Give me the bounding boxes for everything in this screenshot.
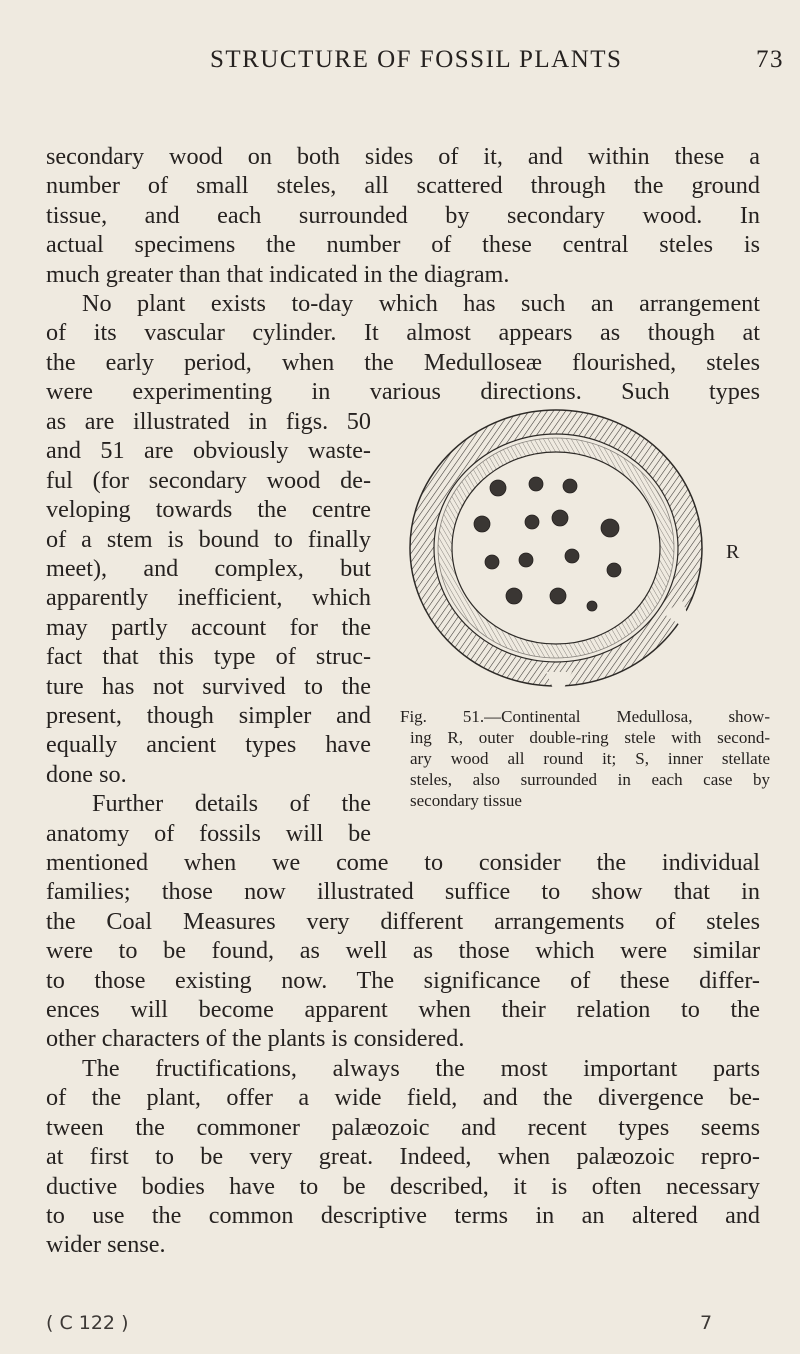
running-title: STRUCTURE OF FOSSIL PLANTS <box>210 46 623 73</box>
text-line: secondary wood on both sides of it, and within these a <box>46 143 760 170</box>
paragraph-2 <box>46 289 760 407</box>
figure-51 <box>396 400 750 700</box>
text-line: mentioned when we come to consider the individual <box>46 849 760 876</box>
text-line: fact that this type of struc- <box>46 643 371 671</box>
paragraph-4 <box>46 1054 760 1260</box>
text-line: ture has not survived to the <box>46 672 371 700</box>
caption-line: steles, also surrounded in each case by <box>410 770 770 789</box>
paragraph-3 <box>46 848 760 1054</box>
running-header <box>210 46 784 74</box>
text-line: and 51 are obviously waste- <box>46 437 371 465</box>
caption-line: secondary tissue <box>410 791 522 810</box>
text-line: ences will become apparent when their relation to the <box>46 996 760 1024</box>
text-line: actual specimens the number of these central steles is <box>46 231 760 259</box>
text-line: ductive bodies have to be described, it is often necessary <box>46 1172 760 1200</box>
caption-line: Fig. 51.—Continental Medullosa, show- <box>400 707 770 726</box>
text-line: families; those now illustrated suffice to show that in <box>46 878 760 906</box>
text-line: The fructifications, always the most important parts <box>82 1055 760 1082</box>
text-line: the Coal Measures very different arrangements of steles <box>46 907 760 935</box>
signature-code: ( C 122 ) <box>46 1312 129 1334</box>
page-number: 73 <box>756 46 784 73</box>
text-line: tween the commoner palæozoic and recent types seems <box>46 1113 760 1141</box>
outer-ring-stele <box>410 410 702 700</box>
paragraph-2-column <box>46 407 371 848</box>
caption-line: ary wood all round it; S, inner stellate <box>410 749 770 768</box>
text-line: were experimenting in various directions. Such types <box>46 378 760 406</box>
text-line: at first to be very great. Indeed, when palæozoic repro- <box>46 1143 760 1171</box>
text-line: anatomy of fossils will be <box>46 819 371 847</box>
text-line: of its vascular cylinder. It almost appears as though at <box>46 319 760 347</box>
text-line: were to be found, as well as those which were similar <box>46 937 760 965</box>
text-line: the early period, when the Medulloseæ flourished, steles <box>46 348 760 376</box>
text-line: other characters of the plants is considered. <box>46 1025 465 1053</box>
paragraph-1 <box>46 142 760 289</box>
text-line: as are illustrated in figs. 50 <box>46 408 371 435</box>
text-line: Further details of the <box>92 790 371 818</box>
medullosa-stem-diagram <box>396 400 750 700</box>
text-line: tissue, and each surrounded by secondary wood. In <box>46 201 760 229</box>
caption-line: ing R, outer double-ring stele with second- <box>410 728 770 747</box>
text-line: equally ancient types have <box>46 731 371 759</box>
label-r: R <box>726 541 740 563</box>
figure-caption <box>390 706 770 811</box>
text-line: number of small steles, all scattered through the ground <box>46 172 760 200</box>
text-line: ful (for secondary wood de- <box>46 466 371 494</box>
text-line: veloping towards the centre <box>46 496 371 524</box>
text-line: of the plant, offer a wide field, and the divergence be- <box>46 1084 760 1112</box>
text-line: wider sense. <box>46 1231 166 1259</box>
text-line: meet), and complex, but <box>46 555 371 583</box>
text-line: done so. <box>46 760 127 788</box>
text-line: present, though simpler and <box>46 702 371 730</box>
text-line: of a stem is bound to finally <box>46 525 371 553</box>
text-line: much greater than that indicated in the diagram. <box>46 260 510 288</box>
text-line: may partly account for the <box>46 613 371 641</box>
text-line: No plant exists to-day which has such an arrangement <box>82 290 760 317</box>
text-line: to those existing now. The significance of these differ- <box>46 966 760 994</box>
text-line: to use the common descriptive terms in an altered and <box>46 1202 760 1230</box>
signature-mark: 7 <box>700 1312 713 1334</box>
text-line: apparently inefficient, which <box>46 584 371 612</box>
